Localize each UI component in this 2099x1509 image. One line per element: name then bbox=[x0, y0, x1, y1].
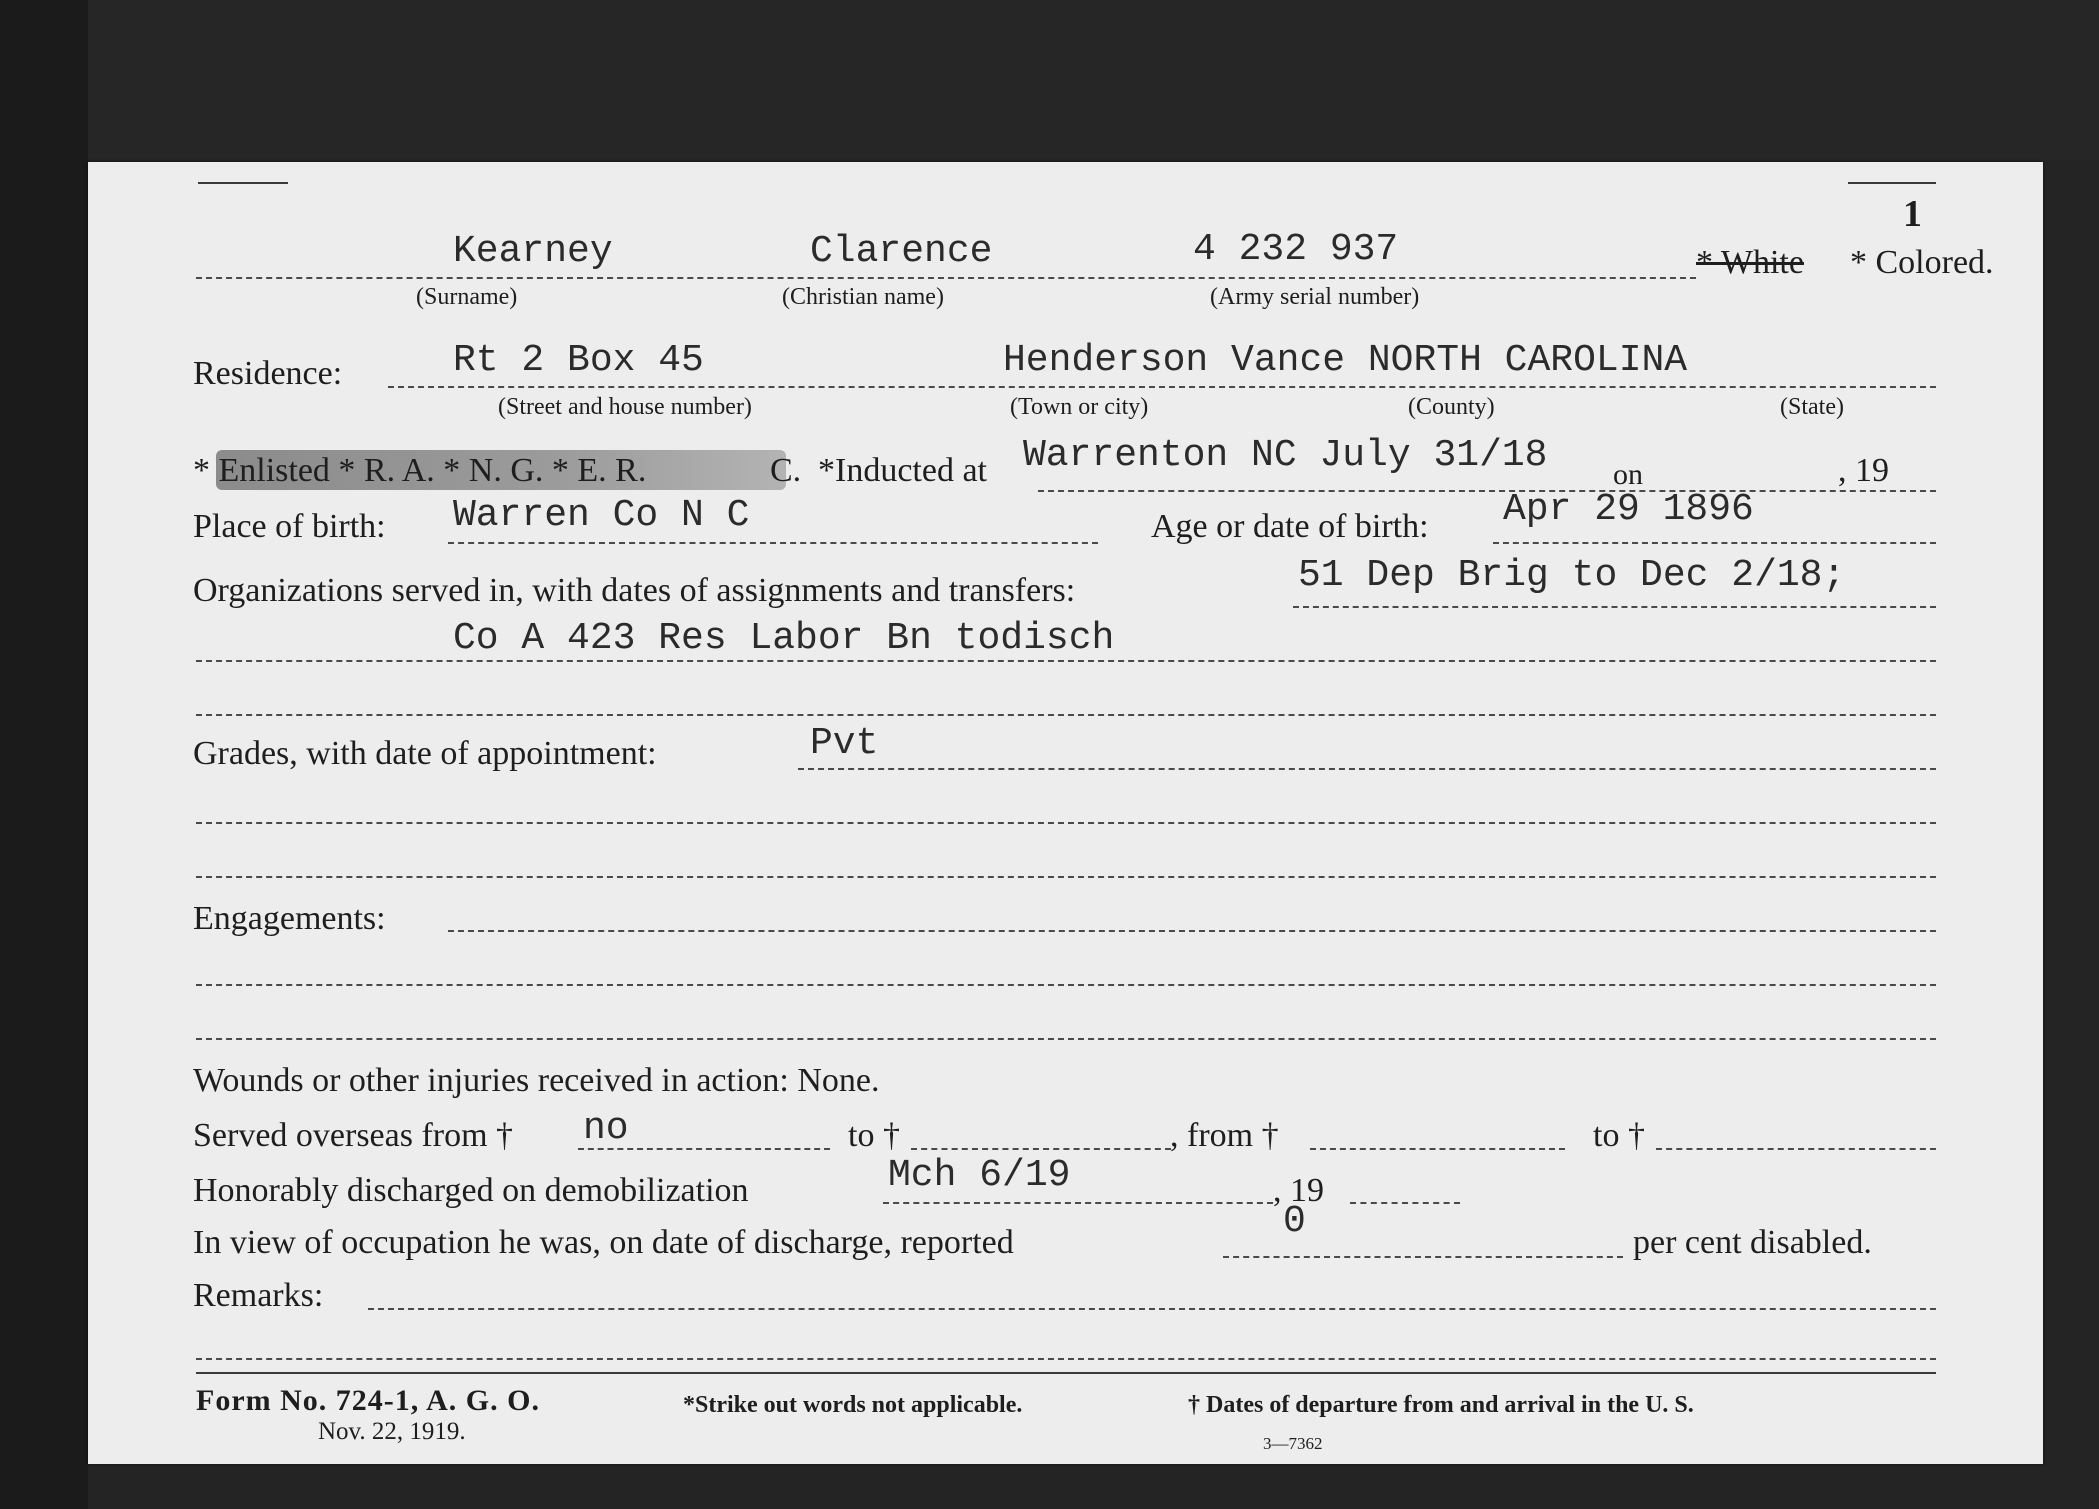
strike-out-note: *Strike out words not applicable. bbox=[683, 1392, 1023, 1418]
surname-caption: (Surname) bbox=[416, 284, 518, 310]
grades-line-1 bbox=[798, 768, 1936, 770]
race-white-option: * White bbox=[1696, 244, 1804, 281]
organizations-line2-value: Co A 423 Res Labor Bn todisch bbox=[453, 617, 1115, 660]
overseas-from-line bbox=[578, 1148, 830, 1150]
serial-number-value: 4 232 937 bbox=[1193, 228, 1399, 271]
on-label: on bbox=[1613, 458, 1643, 491]
remarks-label: Remarks: bbox=[193, 1277, 324, 1314]
enlistment-options: * Enlisted * R. A. * N. G. * E. R. bbox=[193, 452, 647, 489]
place-of-birth-label: Place of birth: bbox=[193, 508, 386, 545]
top-left-rule bbox=[198, 182, 288, 184]
served-overseas-value: no bbox=[583, 1107, 629, 1150]
disability-suffix: per cent disabled. bbox=[1633, 1224, 1872, 1261]
organizations-line-3 bbox=[196, 714, 1936, 716]
christian-name-caption: (Christian name) bbox=[782, 284, 944, 310]
grades-label: Grades, with date of appointment: bbox=[193, 735, 657, 772]
form-number: Form No. 724-1, A. G. O. bbox=[196, 1384, 540, 1417]
residence-line bbox=[388, 386, 1936, 388]
overseas-to-label: to † bbox=[848, 1117, 900, 1154]
grades-line-3 bbox=[196, 876, 1936, 878]
grades-line-2 bbox=[196, 822, 1936, 824]
surname-value: Kearney bbox=[453, 230, 613, 273]
date-of-birth-line bbox=[1493, 542, 1936, 544]
date-of-birth-value: Apr 29 1896 bbox=[1503, 488, 1754, 531]
inducted-at-label: *Inducted at bbox=[818, 452, 987, 489]
overseas-to2-line bbox=[1656, 1148, 1936, 1150]
organizations-line1-value: 51 Dep Brig to Dec 2/18; bbox=[1298, 554, 1846, 597]
engagements-line-2 bbox=[196, 984, 1936, 986]
overseas-from2-line bbox=[1310, 1148, 1565, 1150]
discharge-year-label: , 19 bbox=[1273, 1172, 1324, 1209]
disability-label: In view of occupation he was, on date of discharge, reported bbox=[193, 1224, 1014, 1261]
street-caption: (Street and house number) bbox=[498, 394, 752, 420]
county-caption: (County) bbox=[1408, 394, 1495, 420]
wounds-label: Wounds or other injuries received in action: None. bbox=[193, 1062, 880, 1099]
age-date-of-birth-label: Age or date of birth: bbox=[1151, 508, 1429, 545]
print-code: 3—7362 bbox=[1263, 1434, 1323, 1453]
disability-line bbox=[1223, 1256, 1623, 1258]
inducted-year-label: , 19 bbox=[1838, 452, 1889, 489]
discharge-value: Mch 6/19 bbox=[888, 1154, 1071, 1197]
overseas-to2-label: to † bbox=[1593, 1117, 1645, 1154]
scan-background-top bbox=[0, 0, 2099, 160]
scan-background-left bbox=[0, 0, 88, 1509]
discharge-year-line bbox=[1350, 1202, 1460, 1204]
discharge-line bbox=[883, 1202, 1273, 1204]
town-caption: (Town or city) bbox=[1010, 394, 1149, 420]
engagements-line-1 bbox=[448, 930, 1936, 932]
overseas-from2-label: , from † bbox=[1170, 1117, 1279, 1154]
engagements-line-3 bbox=[196, 1038, 1936, 1040]
engagements-label: Engagements: bbox=[193, 900, 386, 937]
serial-number-caption: (Army serial number) bbox=[1210, 284, 1420, 310]
service-record-card bbox=[88, 162, 2043, 1464]
organizations-line-1 bbox=[1293, 606, 1936, 608]
top-right-rule bbox=[1848, 182, 1936, 184]
inducted-place-date-value: Warrenton NC July 31/18 bbox=[1023, 434, 1548, 477]
remarks-line-2 bbox=[196, 1358, 1936, 1360]
dates-departure-note: † Dates of departure from and arrival in the U. S. bbox=[1188, 1392, 1694, 1418]
race-colored-option: * Colored. bbox=[1850, 244, 1994, 281]
remarks-line-1 bbox=[368, 1308, 1936, 1310]
page-number: 1 bbox=[1903, 193, 1922, 235]
enlistment-c-suffix: C. bbox=[770, 452, 802, 489]
served-overseas-label: Served overseas from † bbox=[193, 1117, 514, 1154]
residence-town-value: Henderson Vance NORTH CAROLINA bbox=[1003, 339, 1688, 382]
grades-value: Pvt bbox=[810, 722, 879, 765]
discharge-label: Honorably discharged on demobilization bbox=[193, 1172, 749, 1209]
organizations-label: Organizations served in, with dates of assignments and transfers: bbox=[193, 572, 1076, 609]
disability-value: 0 bbox=[1283, 1200, 1306, 1243]
christian-name-value: Clarence bbox=[810, 230, 993, 273]
form-date: Nov. 22, 1919. bbox=[318, 1418, 466, 1445]
residence-street-value: Rt 2 Box 45 bbox=[453, 339, 704, 382]
name-line bbox=[196, 277, 1696, 279]
place-of-birth-value: Warren Co N C bbox=[453, 494, 750, 537]
overseas-to-line bbox=[911, 1148, 1171, 1150]
residence-label: Residence: bbox=[193, 355, 343, 392]
state-caption: (State) bbox=[1780, 394, 1844, 420]
footer-rule bbox=[196, 1372, 1936, 1374]
inducted-line bbox=[1038, 490, 1936, 492]
organizations-line-2 bbox=[196, 660, 1936, 662]
place-of-birth-line bbox=[448, 542, 1098, 544]
